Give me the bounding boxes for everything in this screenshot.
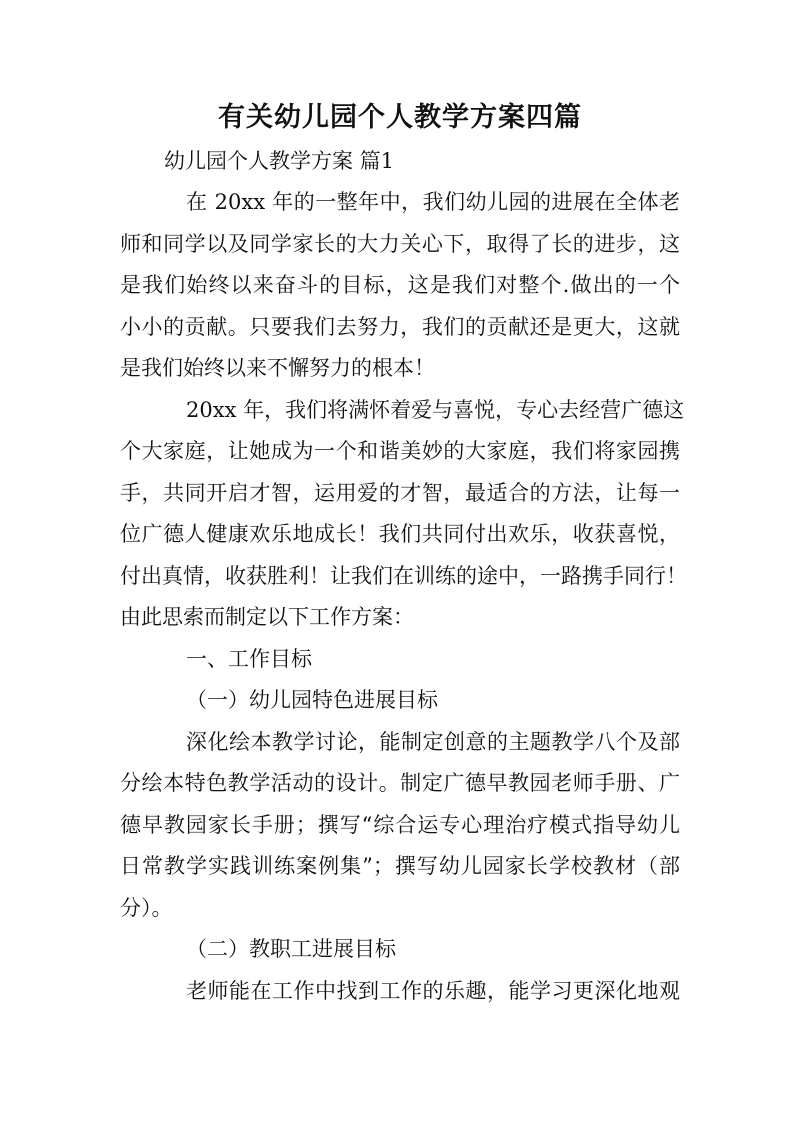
- paragraph-line: 师和同学以及同学家长的大力关心下，取得了长的进步，这: [120, 232, 680, 256]
- paragraph-line: 分绘本特色教学活动的设计。制定广德早教园老师手册、广: [120, 771, 680, 795]
- paragraph-line: 日常教学实践训练案例集”；撰写幼儿园家长学校教材（部: [120, 854, 680, 878]
- subheading-kindergarten-goals: （一）幼儿园特色进展目标: [186, 688, 438, 712]
- heading-work-goals: 一、工作目标: [186, 647, 312, 671]
- section-subtitle: 幼儿园个人教学方案 篇1: [164, 149, 395, 173]
- paragraph-line: 付出真情，收获胜利！让我们在训练的途中，一路携手同行！: [120, 564, 687, 588]
- subheading-staff-goals: （二）教职工进展目标: [186, 937, 396, 961]
- document-title: 有关幼儿园个人教学方案四篇: [218, 102, 582, 133]
- paragraph-line: 小小的贡献。只要我们去努力，我们的贡献还是更大，这就: [120, 315, 680, 339]
- paragraph-line: 由此思索而制定以下工作方案：: [120, 605, 414, 629]
- paragraph-line: 分）。: [120, 896, 173, 920]
- paragraph-line: 个大家庭，让她成为一个和谐美妙的大家庭，我们将家园携: [120, 439, 680, 463]
- paragraph-line: 手，共同开启才智，运用爱的才智，最适合的方法，让每一: [120, 481, 680, 505]
- paragraph-line: 20xx 年，我们将满怀着爱与喜悦，专心去经营广德这: [186, 398, 685, 422]
- paragraph-line: 位广德人健康欢乐地成长！我们共同付出欢乐，收获喜悦，: [120, 522, 680, 546]
- paragraph-line: 是我们始终以来不懈努力的根本！: [120, 356, 435, 380]
- paragraph-line: 在 20xx 年的一整年中，我们幼儿园的进展在全体老: [186, 190, 680, 214]
- paragraph-line: 德早教园家长手册；撰写“综合运专心理治疗模式指导幼儿: [120, 813, 680, 837]
- paragraph-line: 是我们始终以来奋斗的目标，这是我们对整个.做出的一个: [120, 273, 680, 297]
- paragraph-line: 老师能在工作中找到工作的乐趣，能学习更深化地观: [186, 979, 680, 1003]
- paragraph-line: 深化绘本教学讨论，能制定创意的主题教学八个及部: [186, 730, 680, 754]
